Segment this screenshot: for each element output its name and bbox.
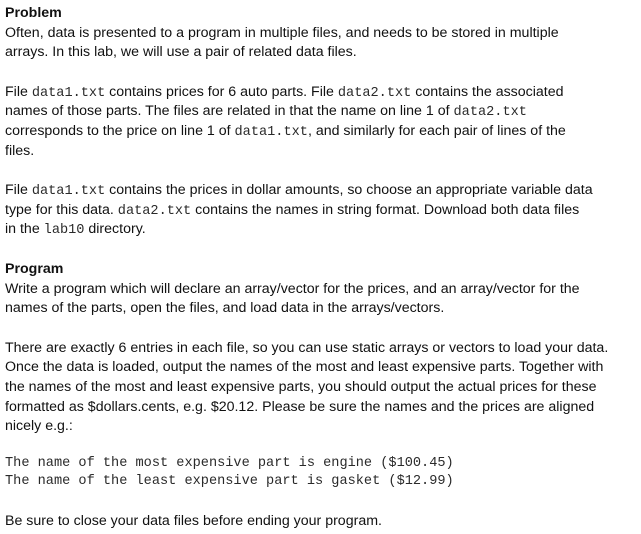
text: corresponds to the price on line 1 of: [5, 122, 235, 139]
text: contains the associated: [411, 83, 564, 100]
text: in the: [5, 221, 44, 238]
code-sample-line-2: The name of the least expensive part is gasket ($12.99): [5, 474, 454, 490]
text: contains the prices in dollar amounts, so choose an appropriate variable data: [105, 182, 593, 199]
paragraph-gap: [5, 492, 635, 512]
paragraph-gap: [5, 437, 635, 455]
problem-heading: Problem: [5, 5, 62, 21]
text: contains prices for 6 auto parts. File: [105, 83, 338, 100]
problem-paragraph-2-line-1: [5, 83, 635, 103]
problem-paragraph-3-line-3: [5, 220, 635, 240]
text: contains the names in string format. Download both data files: [191, 201, 580, 218]
filename-data2: data2.txt: [453, 105, 527, 121]
program-paragraph-1-line-2: names of the parts, open the files, and load data in the arrays/vectors.: [5, 300, 445, 317]
paragraph-gap: [5, 240, 635, 260]
program-paragraph-1-line-1: Write a program which will declare an array/vector for the prices, and an array/vector for the: [5, 280, 580, 297]
document: [5, 4, 635, 531]
filename-data1: data1.txt: [31, 184, 106, 200]
program-heading: Program: [5, 260, 64, 277]
program-paragraph-2-line-3: the names of the most and least expensive parts, you should output the actual prices for these: [5, 378, 597, 395]
problem-paragraph-2-line-4: files.: [5, 142, 35, 159]
text: File: [5, 83, 32, 100]
filename-data1: data1.txt: [31, 85, 106, 101]
paragraph-gap: [5, 63, 635, 83]
problem-paragraph-3-line-2: [5, 201, 635, 221]
problem-paragraph-1-line-2: arrays. In this lab, we will use a pair of related data files.: [5, 44, 357, 61]
filename-data2: data2.txt: [117, 203, 192, 219]
program-paragraph-2-line-2: Once the data is loaded, output the names of the most and least expensive parts. Together with: [5, 359, 604, 376]
problem-paragraph-3-line-1: [5, 181, 635, 201]
paragraph-gap: [5, 319, 635, 339]
text: type for this data.: [5, 201, 118, 218]
program-paragraph-2-line-1: There are exactly 6 entries in each file, so you can use static arrays or vectors to load your data.: [5, 339, 609, 356]
directory-name: lab10: [43, 223, 85, 239]
text: , and similarly for each pair of lines of the: [307, 122, 566, 139]
program-paragraph-2-line-4: formatted as $dollars.cents, e.g. $20.12. Please be sure the names and the prices are aligned: [5, 398, 595, 415]
text: File: [5, 182, 32, 199]
problem-paragraph-1-line-1: Often, data is presented to a program in multiple files, and needs to be stored in multiple: [5, 24, 559, 41]
closing-note: Be sure to close your data files before ending your program.: [5, 512, 382, 529]
text: names of those parts. The files are related in that the name on line 1 of: [5, 103, 454, 120]
problem-paragraph-2-line-3: [5, 122, 635, 142]
text: directory.: [84, 221, 146, 238]
paragraph-gap: [5, 161, 635, 181]
program-paragraph-2-line-5: nicely e.g.:: [5, 418, 73, 435]
filename-data1: data1.txt: [234, 124, 308, 140]
filename-data2: data2.txt: [337, 85, 412, 101]
code-sample-line-1: The name of the most expensive part is engine ($100.45): [5, 455, 454, 471]
problem-paragraph-2-line-2: [5, 102, 635, 122]
